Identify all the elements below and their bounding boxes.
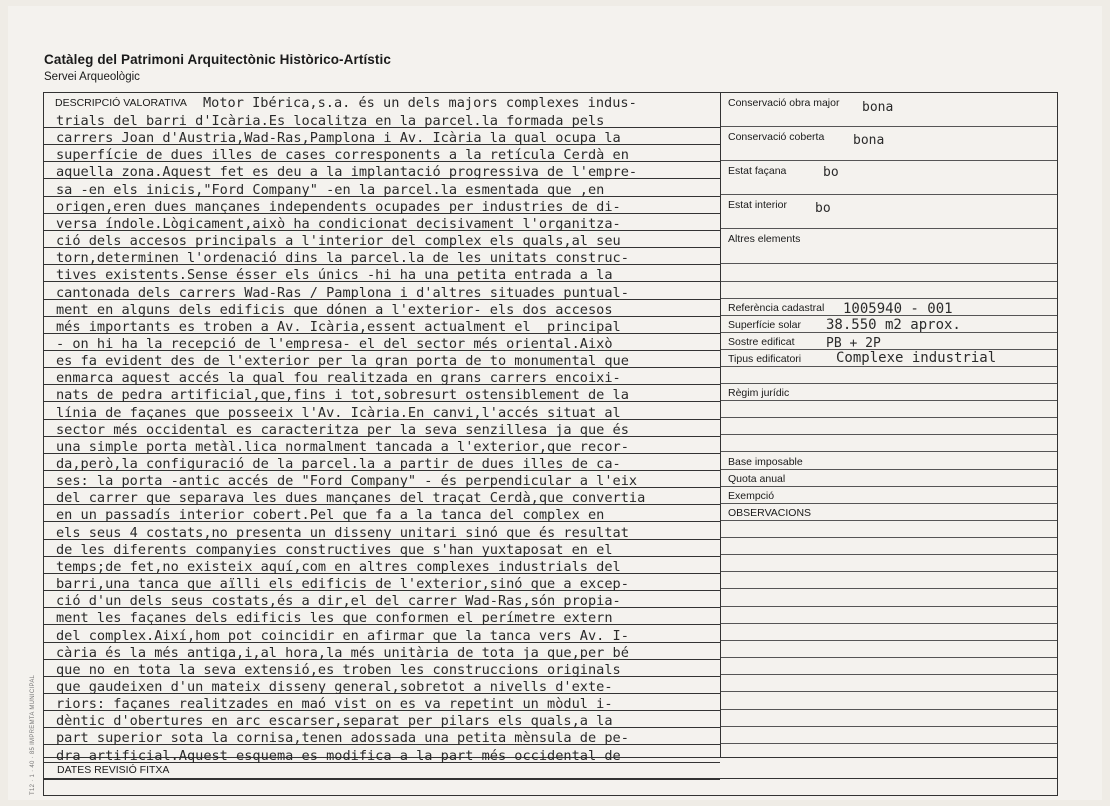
side-rule (721, 606, 1057, 607)
side-rule (721, 126, 1057, 127)
description-line: ció d'un dels seus costats,és a dir,el del carrer Wad-Ras,són propia- (56, 593, 621, 610)
conservacio-coberta-value: bona (853, 133, 885, 148)
side-rule (721, 228, 1057, 229)
conservacio-coberta-label: Conservació coberta (728, 131, 825, 143)
side-rule (721, 451, 1057, 452)
description-line: que no en tota la seva extensió,es troben les construccions originals (56, 661, 621, 678)
superficie-solar-value: 38.550 m2 aprox. (826, 317, 961, 333)
description-line: da,però,la configuració de la parcel.la a partir de dues illes de ca- (56, 456, 621, 472)
description-line: trials del barri d'Icària.Es localitza en la parcel.la formada pels (56, 113, 605, 129)
side-rule (721, 709, 1057, 710)
side-rule (721, 263, 1057, 264)
side-rule (721, 400, 1057, 401)
side-rule (721, 691, 1057, 692)
description-line: temps;de fet,no existeix aquí,com en altres complexes industrials del (56, 558, 621, 575)
side-rule (721, 571, 1057, 572)
estat-facana-value: bo (823, 165, 839, 180)
exempcio-label: Exempció (728, 490, 775, 502)
footer-frame (43, 758, 1058, 796)
side-rule (721, 726, 1057, 727)
description-line: dèntic d'obertures en arc escarser,separat per pilars els quals,a la (56, 713, 613, 730)
page-subtitle: Servei Arqueològic (44, 71, 140, 83)
description-line: del complex.Així,hom pot coincidir en afirmar que la tanca vers Av. I- (56, 627, 629, 644)
side-rule (721, 743, 1057, 744)
description-line: dra artificial.Aquest esquema es modifica a la part més occidental de (56, 747, 621, 764)
side-rule (721, 640, 1057, 641)
footer-divider (44, 778, 1057, 779)
description-line: versa índole.Lògicament,això ha condicionat decisivament l'organitza- (56, 215, 621, 232)
referencia-cadastral-value: 1005940 - 001 (843, 301, 953, 317)
description-line: una simple porta metàl.lica normalment tancada a l'exterior,que recor- (56, 438, 629, 455)
description-line: que gaudeixen d'un mateix disseny general,sobretot a nivells d'exte- (56, 678, 613, 695)
description-line: barri,una tanca que aïlli els edificis de l'exterior,sinó que a excep- (56, 576, 629, 593)
side-rule (721, 417, 1057, 418)
side-rule (721, 588, 1057, 589)
altres-elements-label: Altres elements (728, 233, 801, 245)
sostre-edificat-label: Sostre edificat (728, 336, 795, 348)
side-rule (721, 469, 1057, 470)
description-line: superfície de dues illes de cases corresponents a la retícula Cerdà en (56, 147, 629, 164)
side-rule (721, 503, 1057, 504)
description-line: part superior sota la cornisa,tenen adossada una petita mènsula de pe- (56, 730, 629, 747)
description-line: cantonada dels carrers Wad-Ras / Pamplona i d'altres situades puntual- (56, 284, 629, 301)
estat-interior-value: bo (815, 201, 831, 216)
side-rule (721, 194, 1057, 195)
printer-imprint: T12 · 1 · 40 · 85 IMPREMTA MUNICIPAL (30, 674, 36, 795)
description-line: ment les façanes dels edificis les que conformen el perímetre extern (56, 610, 613, 627)
description-line: cària és la més antiga,i,al hora,la més unitària de tota ja que,per bé (56, 644, 629, 661)
description-line: riors: façanes realitzades en maó vist on es va repetint un mòdul i- (56, 696, 613, 713)
side-rule (721, 554, 1057, 555)
side-rule (721, 298, 1057, 299)
observacions-label: OBSERVACIONS (728, 507, 812, 519)
side-rule (721, 281, 1057, 282)
description-line: els seus 4 costats,no presenta un disseny unitari sinó que és resultat (56, 524, 629, 541)
quota-anual-label: Quota anual (728, 473, 786, 485)
side-rule (721, 674, 1057, 675)
description-line: de les diferents companyies constructives que s'han yuxtaposat en el (56, 541, 613, 558)
description-line: ment en alguns dels edificis que dónen a l'exterior- els dos accesos (56, 301, 613, 318)
description-line: aquella zona.Aquest fet es deu a la implantació progressiva de l'empre- (56, 164, 638, 181)
conservacio-obra-label: Conservació obra major (728, 97, 840, 109)
side-rule (721, 366, 1057, 367)
description-line: enmarca aquest accés la qual fou realitzada en grans carrers encoixi- (56, 370, 621, 387)
side-rule (721, 520, 1057, 521)
superficie-solar-label: Superfície solar (728, 319, 801, 331)
description-line: torn,determinen l'ordenació dins la parcel.la de les unitats construc- (56, 250, 629, 267)
description-label: DESCRIPCIÓ VALORATIVA (55, 97, 187, 109)
description-first-line: Motor Ibérica,s.a. és un dels majors complexes indus- (203, 95, 637, 111)
side-rule (721, 434, 1057, 435)
side-rule (721, 657, 1057, 658)
description-line: - on hi ha la recepció de l'empresa- el del sector més oriental.Això (56, 335, 613, 352)
description-line: es fa evident des de l'exterior per la gran porta de to monumental que (56, 353, 629, 370)
side-rule (721, 160, 1057, 161)
description-line: més importants es troben a Av. Icària,essent actualment el principal (56, 318, 621, 335)
description-line: ses: la porta -antic accés de "Ford Company" - és perpendicular a l'eix (56, 473, 638, 490)
description-line: nats de pedra artificial,que,fins i tot,sobresurt ostensiblement de la (56, 387, 629, 404)
description-line: sa -en els inicis,"Ford Company" -en la parcel.la esmentada que ,en (56, 181, 605, 198)
dates-revisio-label: DATES REVISIÓ FITXA (57, 764, 170, 776)
estat-interior-label: Estat interior (728, 199, 787, 211)
regim-juridic-label: Règim jurídic (728, 387, 790, 399)
side-rule (721, 537, 1057, 538)
side-rule (721, 486, 1057, 487)
description-line: origen,eren dues mançanes independents ocupades per industries de di- (56, 198, 621, 215)
sostre-edificat-value: PB + 2P (826, 336, 881, 351)
description-line: carrers Joan d'Austria,Wad-Ras,Pamplona i Av. Icària la qual ocupa la (56, 130, 621, 147)
description-line: ció dels accesos principals a l'interior del complex els quals,al seu (56, 233, 621, 250)
description-line: tives existents.Sense ésser els únics -hi ha una petita entrada a la (56, 267, 613, 284)
column-divider (720, 92, 721, 758)
conservacio-obra-value: bona (862, 100, 894, 115)
tipus-edificatori-value: Complexe industrial (836, 350, 997, 366)
side-rule (721, 623, 1057, 624)
description-line: del carrer que separava les dues mançanes del traçat Cerdà,que convertia (56, 490, 646, 507)
tipus-edificatori-label: Tipus edificatori (728, 353, 802, 365)
side-rule (721, 383, 1057, 384)
description-line: línia de façanes que posseeix l'Av. Icària.En canvi,l'accés situat al (56, 404, 621, 421)
referencia-cadastral-label: Referència cadastral (728, 302, 825, 314)
description-line: en un passadís interior cobert.Pel que fa a la tanca del complex en (56, 507, 605, 524)
base-imposable-label: Base imposable (728, 456, 803, 468)
page-title: Catàleg del Patrimoni Arquitectònic Històrico-Artístic (44, 52, 391, 67)
description-line: sector més occidental es caracteritza per la seva senzillesa ja que és (56, 421, 629, 438)
estat-facana-label: Estat façana (728, 165, 787, 177)
